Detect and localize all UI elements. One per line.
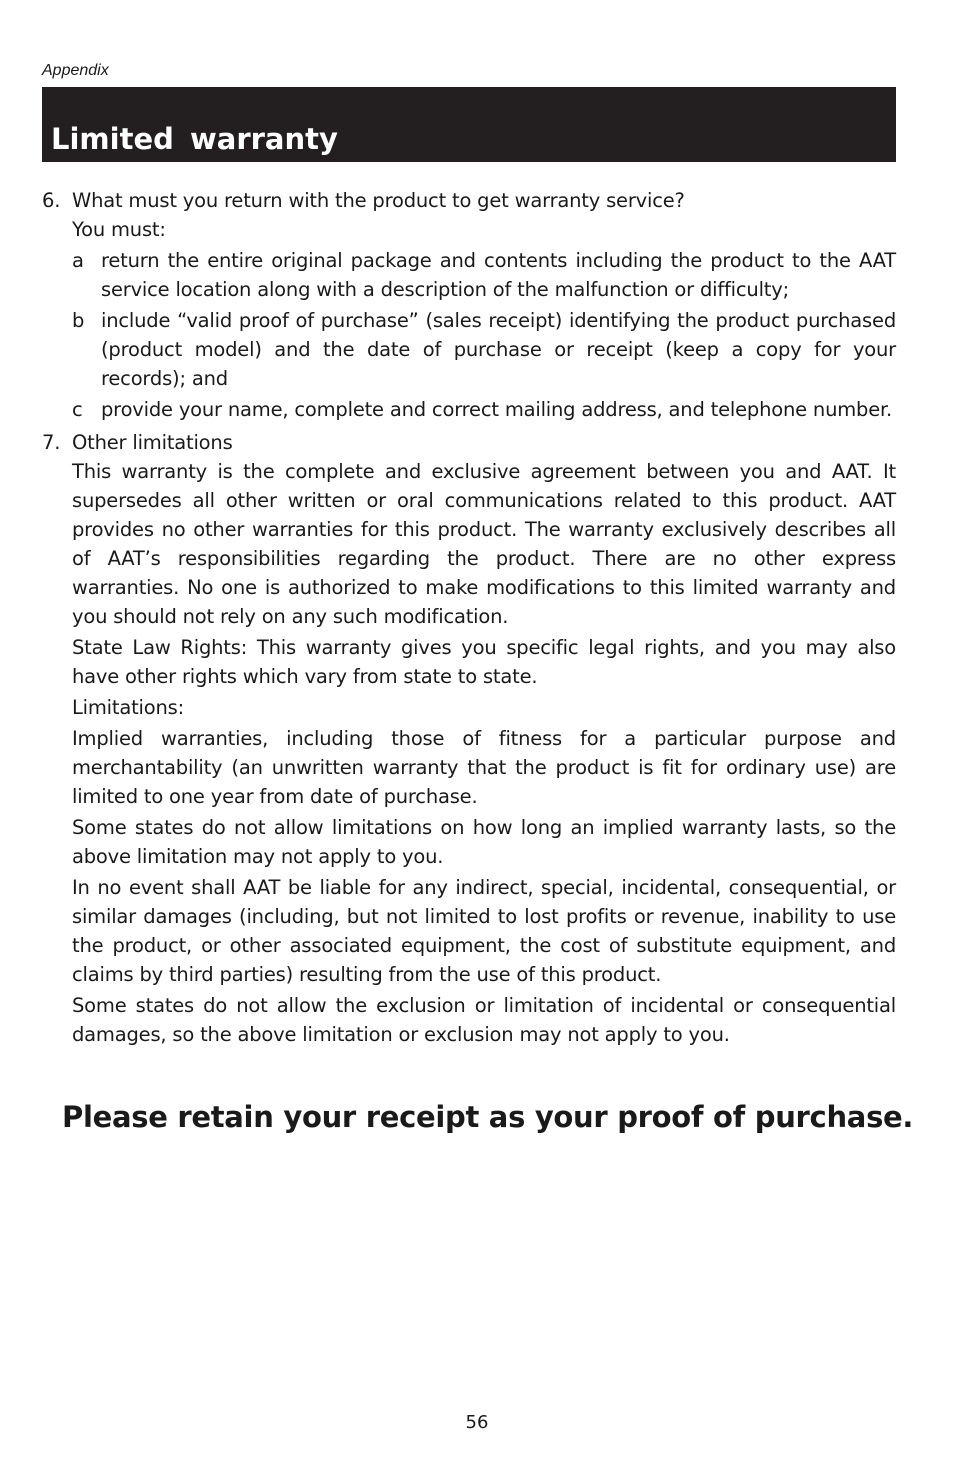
section-label: Appendix — [42, 62, 109, 79]
list-item-7 — [42, 428, 896, 1049]
list-item-6 — [42, 186, 896, 424]
item-number: 7. — [42, 431, 61, 454]
sub-item-letter: b — [72, 309, 85, 332]
paragraph: Some states do not allow the exclusion or limitation of incidental or consequential damages, so the above limitation or exclusion may not apply to you. — [72, 994, 896, 1046]
paragraph: Some states do not allow limitations on how long an implied warranty lasts, so the above limitation may not apply to you. — [72, 816, 896, 868]
warranty-content — [42, 186, 896, 1051]
paragraph: This warranty is the complete and exclusive agreement between you and AAT. It supersedes all other written or oral communications related to this product. AAT provides no other warranties for this product. The warranty exclusively describes all of AAT’s responsibilities regarding the product. There are no other express warranties. No one is authorized to make modifications to this limited warranty and you should not rely on any such modification. — [72, 460, 896, 628]
sub-item-letter: c — [72, 398, 83, 421]
title-bar — [42, 87, 896, 162]
page-number: 56 — [465, 1412, 489, 1433]
paragraph: Limitations: — [72, 696, 184, 719]
item-intro: You must: — [72, 218, 166, 241]
sub-item-c — [72, 395, 896, 424]
sub-item-text: include “valid proof of purchase” (sales receipt) identifying the product purchased (product model) and the date of purchase or receipt (keep a copy for your records); and — [101, 309, 896, 390]
paragraph: In no event shall AAT be liable for any indirect, special, incidental, consequential, or similar damages (including, but not limited to lost profits or revenue, inability to use the product, or other associated equipment, the cost of substitute equipment, and claims by third parties) resulting from the use of this product. — [72, 876, 896, 986]
item-number: 6. — [42, 189, 61, 212]
sub-item-b — [72, 306, 896, 393]
item-heading: What must you return with the product to get warranty service? — [72, 189, 685, 212]
page-title: Limited warranty — [51, 122, 338, 156]
sub-item-letter: a — [72, 249, 84, 272]
item-heading: Other limitations — [72, 431, 233, 454]
closing-statement: Please retain your receipt as your proof of purchase. — [62, 1100, 914, 1134]
sub-item-a — [72, 246, 896, 304]
paragraph: Implied warranties, including those of fitness for a particular purpose and merchantability (an unwritten warranty that the product is fit for ordinary use) are limited to one year from date of purchase. — [72, 727, 896, 808]
sub-item-text: provide your name, complete and correct mailing address, and telephone number. — [101, 398, 893, 421]
sub-item-text: return the entire original package and contents including the product to the AAT service location along with a description of the malfunction or difficulty; — [101, 249, 896, 301]
paragraph: State Law Rights: This warranty gives you specific legal rights, and you may also have other rights which vary from state to state. — [72, 636, 896, 688]
